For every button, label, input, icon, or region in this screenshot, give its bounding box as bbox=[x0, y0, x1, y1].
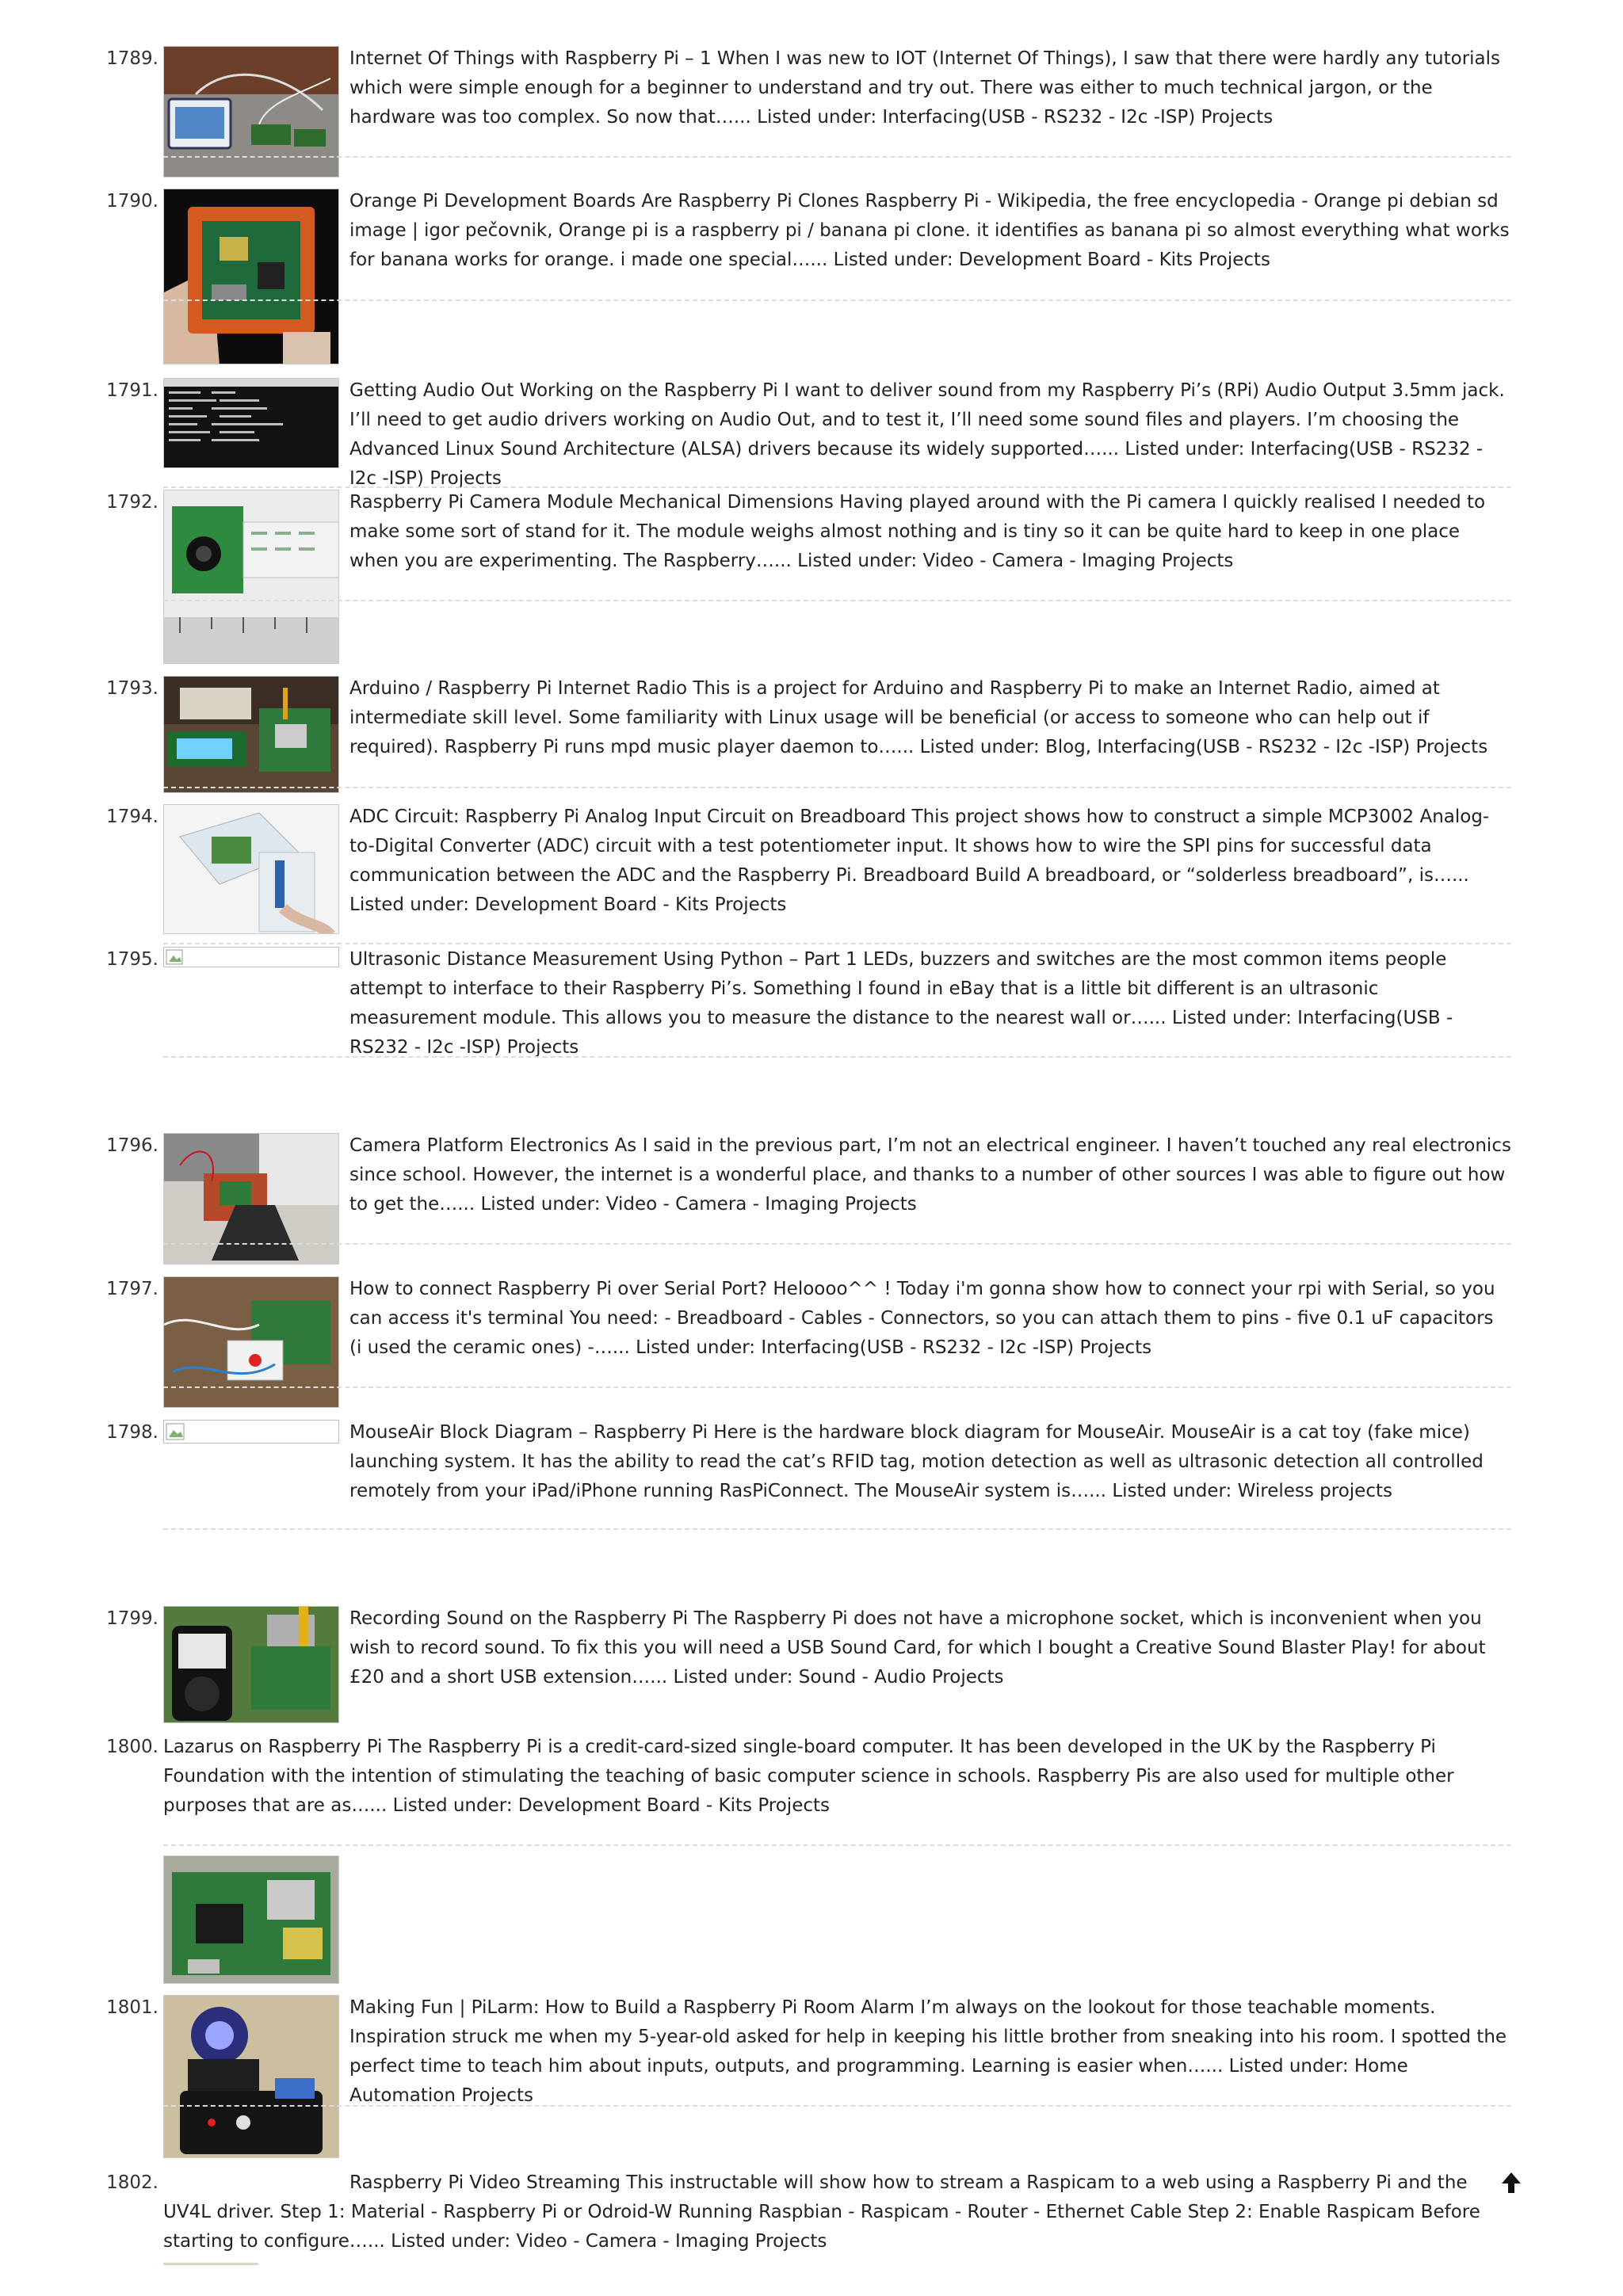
listed-under[interactable]: Listed under: Video - Camera - Imaging Projects bbox=[391, 2231, 827, 2252]
item-description: Raspberry Pi Camera Module Mechanical Dimensions Having played around with the Pi camera I quickly realised I needed to make some sort of stand for it. The module weighs almost nothing and is tiny so it can be quite hard to keep in one place when you are experimenting. The Raspberry…... Listed under: Video - Camera - Imaging Projects bbox=[349, 492, 1486, 571]
divider bbox=[163, 787, 1511, 788]
listed-under[interactable]: Listed under: Interfacing(USB - RS232 - I2c -ISP) Projects bbox=[349, 439, 1484, 489]
thumbnail-image[interactable] bbox=[163, 1133, 339, 1264]
item-number: 1798. bbox=[106, 1422, 158, 1443]
thumbnail-image[interactable] bbox=[163, 1855, 339, 1984]
listed-under[interactable]: Listed under: Video - Camera - Imaging Projects bbox=[797, 551, 1234, 571]
listed-under[interactable]: Listed under: Home Automation Projects bbox=[349, 2056, 1408, 2106]
divider bbox=[163, 299, 1511, 301]
divider bbox=[163, 1243, 1511, 1245]
item-number: 1789. bbox=[106, 48, 158, 69]
listed-under[interactable]: Listed under: Blog, Interfacing(USB - RS232 - I2c -ISP) Projects bbox=[919, 737, 1488, 757]
item-description: MouseAir Block Diagram – Raspberry Pi Here is the hardware block diagram for MouseAir. MouseAir is a cat toy (fake mice) launching system. It has the ability to read the cat’s RFID tag, motion detection as well as ultrasonic detection all controlled remotely from your iPad/iPhone running RasPiConnect. The MouseAir system is…... Listed under: Wireless projects bbox=[349, 1422, 1484, 1501]
item-number: 1801. bbox=[106, 1997, 158, 2018]
item-number: 1791. bbox=[106, 380, 158, 401]
divider bbox=[163, 1844, 1511, 1846]
item-description: Arduino / Raspberry Pi Internet Radio This is a project for Arduino and Raspberry Pi to make an Internet Radio, aimed at intermediate skill level. Some familiarity with Linux usage will be beneficial (or access to someone who can help out if required). Raspberry Pi runs mpd music player daemon to…... Listed under: Blog, Interfacing(USB - RS232 - I2c -ISP) Projects bbox=[349, 678, 1488, 757]
divider bbox=[163, 2105, 1511, 2107]
listed-under[interactable]: Listed under: Interfacing(USB - RS232 - I2c -ISP) Projects bbox=[757, 107, 1274, 128]
item-number: 1790. bbox=[106, 191, 158, 212]
divider bbox=[163, 1056, 1511, 1058]
listed-under[interactable]: Listed under: Wireless projects bbox=[1112, 1481, 1392, 1501]
item-number: 1795. bbox=[106, 949, 158, 970]
thumbnail-image[interactable] bbox=[163, 676, 339, 793]
item-description: Recording Sound on the Raspberry Pi The Raspberry Pi does not have a microphone socket, which is inconvenient when you wish to record sound. To fix this you will need a USB Sound Card, for which I bought a Creative Sound Blaster Play! for about £20 and a short USB extension…... Listed under: Sound - Audio Projects bbox=[349, 1608, 1486, 1688]
item-description: Lazarus on Raspberry Pi The Raspberry Pi is a credit-card-sized single-board computer. It has been developed in the UK by the Raspberry Pi Foundation with the intention of stimulating the teaching of basic computer science in schools. Raspberry Pis are also used for multiple other purposes that are as…... Listed under: Development Board - Kits Projects bbox=[163, 1737, 1454, 1816]
item-description: Raspberry Pi Video Streaming This instructable will show how to stream a Raspicam to a web using a Raspberry Pi and the UV4L driver. Step 1: Material - Raspberry Pi or Odroid-W Running Raspbian - Raspicam - Router - Ethernet Cable Step 2: Enable Raspicam Before starting to configure…... Listed under: Video - Camera - Imaging Projects bbox=[163, 2172, 1480, 2252]
item-description: ADC Circuit: Raspberry Pi Analog Input Circuit on Breadboard This project shows how to construct a simple MCP3002 Analog-to-Digital Converter (ADC) circuit with a test potentiometer input. It shows how to wire the SPI pins for successful data communication between the ADC and the Raspberry Pi. Breadboard Build A breadboard, or “solderless breadboard”, is…... Listed under: Development Board - Kits Projects bbox=[349, 807, 1490, 915]
thumbnail-image[interactable] bbox=[163, 1276, 339, 1408]
thumbnail-image[interactable] bbox=[163, 490, 339, 664]
divider bbox=[163, 600, 1511, 601]
listed-under[interactable]: Listed under: Sound - Audio Projects bbox=[673, 1667, 1004, 1688]
item-description: How to connect Raspberry Pi over Serial Port? Heloooo^^ ! Today i'm gonna show how to connect your rpi with Serial, so you can access it's terminal You need: - Breadboard - Cables - Connectors, so you can attach them to pins - five 0.1 uF capacitors (i used the ceramic ones) -…... Listed under: Interfacing(USB - RS232 - I2c -ISP) Projects bbox=[349, 1279, 1495, 1358]
broken-image[interactable] bbox=[163, 947, 339, 967]
item-number: 1792. bbox=[106, 492, 158, 513]
divider bbox=[163, 1528, 1511, 1530]
arrow-up-icon[interactable] bbox=[1501, 2171, 1522, 2195]
divider bbox=[163, 1386, 1511, 1388]
thumbnail-image[interactable] bbox=[163, 189, 339, 364]
listed-under[interactable]: Listed under: Development Board - Kits Projects bbox=[349, 894, 787, 915]
item-number: 1797. bbox=[106, 1279, 158, 1299]
thumbnail-image[interactable] bbox=[163, 46, 339, 177]
divider bbox=[163, 156, 1511, 158]
item-description: Orange Pi Development Boards Are Raspberry Pi Clones Raspberry Pi - Wikipedia, the free encyclopedia - Orange pi debian sd image | igor pečovnik, Orange pi is a raspberry pi / banana pi clone. it identifies as banana pi so almost everything what works for banana works for orange. i made one special…... Listed under: Development Board - Kits Projects bbox=[349, 191, 1510, 270]
item-number: 1793. bbox=[106, 678, 158, 699]
item-number: 1802. bbox=[106, 2172, 158, 2193]
listed-under[interactable]: Listed under: Video - Camera - Imaging Projects bbox=[480, 1194, 917, 1215]
item-number: 1800. bbox=[106, 1737, 158, 1757]
divider bbox=[163, 943, 1511, 944]
listed-under[interactable]: Listed under: Development Board - Kits Projects bbox=[392, 1795, 830, 1816]
thumbnail-image[interactable] bbox=[163, 1606, 339, 1723]
item-number: 1799. bbox=[106, 1608, 158, 1629]
listed-under[interactable]: Listed under: Development Board - Kits Projects bbox=[833, 250, 1271, 270]
thumbnail-image[interactable] bbox=[163, 804, 339, 934]
thumbnail-edge bbox=[163, 2263, 258, 2265]
item-description: Internet Of Things with Raspberry Pi – 1 When I was new to IOT (Internet Of Things), I saw that there were hardly any tutorials which were simple enough for a beginner to understand and try out. There was either to much technical jargon, or the hardware was too complex. So now that…... Listed under: Interfacing(USB - RS232 - I2c -ISP) Projects bbox=[349, 48, 1501, 128]
item-number: 1794. bbox=[106, 807, 158, 827]
listed-under[interactable]: Listed under: Interfacing(USB - RS232 - I2c -ISP) Projects bbox=[349, 1008, 1453, 1058]
item-description: Making Fun | PiLarm: How to Build a Raspberry Pi Room Alarm I’m always on the lookout for those teachable moments. Inspiration struck me when my 5-year-old asked for help in keeping his little brother from sneaking into his room. I spotted the perfect time to teach him about inputs, outputs, and programming. Learning is easier when…... Listed under: Home Automation Projects bbox=[349, 1997, 1507, 2106]
broken-image[interactable] bbox=[163, 1420, 339, 1444]
thumbnail-image[interactable] bbox=[163, 1995, 339, 2158]
thumbnail-image[interactable] bbox=[163, 378, 339, 468]
item-description: Getting Audio Out Working on the Raspberry Pi I want to deliver sound from my Raspberry Pi’s (RPi) Audio Output 3.5mm jack. I’ll need to get audio drivers working on Audio Out, and to test it, I’ll need some sound files and players. I’m choosing the Advanced Linux Sound Architecture (ALSA) drivers because its widely supported…... Listed under: Interfacing(USB - RS232 - I2c -ISP) Projects bbox=[349, 380, 1505, 489]
item-number: 1796. bbox=[106, 1135, 158, 1156]
item-description: Camera Platform Electronics As I said in the previous part, I’m not an electrical engineer. I haven’t touched any real electronics since school. However, the internet is a wonderful place, and thanks to a number of other sources I was able to figure out how to get the…... Listed under: Video - Camera - Imaging Projects bbox=[349, 1135, 1511, 1215]
listed-under[interactable]: Listed under: Interfacing(USB - RS232 - I2c -ISP) Projects bbox=[636, 1337, 1152, 1358]
item-description: Ultrasonic Distance Measurement Using Python – Part 1 LEDs, buzzers and switches are the most common items people attempt to interface to their Raspberry Pi’s. Something I found in eBay that is a little bit different is an ultrasonic measurement module. This allows you to measure the distance to the nearest wall or…... Listed under: Interfacing(USB - RS232 - I2c -ISP) Projects bbox=[349, 949, 1453, 1058]
